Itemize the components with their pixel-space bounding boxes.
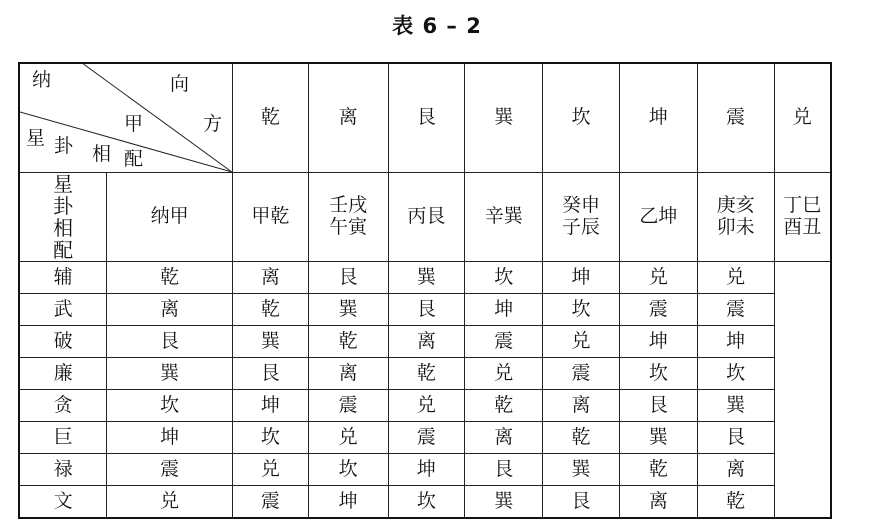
trigram-cell: 离	[465, 422, 543, 454]
najia-line: 丙艮	[407, 205, 446, 228]
trigram-cell: 坎	[107, 390, 233, 422]
trigram-cell: 艮	[232, 358, 308, 390]
najia-line: 甲乾	[251, 205, 290, 228]
direction-header: 坤	[619, 63, 697, 173]
trigram-cell: 巽	[232, 326, 308, 358]
trigram-cell: 离	[107, 294, 233, 326]
side-label-char: 星	[53, 172, 74, 196]
trigram-cell: 坎	[232, 422, 308, 454]
corner-diagonal-cell	[19, 63, 232, 173]
trigram-cell: 艮	[465, 454, 543, 486]
trigram-cell: 巽	[388, 262, 465, 294]
najia-cell	[697, 173, 774, 262]
star-row	[19, 454, 831, 486]
najia-line: 辛巽	[484, 205, 523, 228]
table-title: 表 6 – 2	[392, 14, 482, 38]
direction-header: 艮	[388, 63, 465, 173]
trigram-cell: 乾	[232, 294, 308, 326]
trigram-cell: 坤	[232, 390, 308, 422]
trigram-cell: 震	[465, 326, 543, 358]
trigram-cell: 坎	[697, 358, 774, 390]
star-name-cell: 廉	[19, 358, 107, 390]
trigram-cell: 坎	[465, 262, 543, 294]
trigram-cell: 离	[388, 326, 465, 358]
trigram-cell: 兑	[107, 486, 233, 519]
star-row	[19, 486, 831, 519]
najia-cell	[465, 173, 543, 262]
trigram-cell: 坤	[543, 262, 620, 294]
direction-header: 巽	[465, 63, 543, 173]
side-label-cell	[19, 173, 107, 262]
star-row	[19, 294, 831, 326]
trigram-cell: 巽	[543, 454, 620, 486]
corner-label-xing: 星	[26, 127, 46, 149]
corner-label-fang: 方	[203, 113, 223, 135]
star-row	[19, 326, 831, 358]
corner-label-pei: 配	[124, 148, 144, 170]
najia-line: 午寅	[329, 216, 368, 238]
star-row	[19, 390, 831, 422]
trigram-cell: 乾	[619, 454, 697, 486]
najia-cell	[308, 173, 388, 262]
najia-label: 纳甲	[107, 173, 233, 262]
star-name-cell: 贪	[19, 390, 107, 422]
trigram-cell: 震	[232, 486, 308, 519]
header-row	[19, 63, 831, 173]
trigram-cell: 巽	[465, 486, 543, 519]
najia-line: 壬戌	[329, 194, 368, 217]
najia-line: 癸申	[562, 194, 601, 217]
najia-line: 乙坤	[639, 205, 678, 228]
direction-header: 离	[308, 63, 388, 173]
trigram-cell: 离	[308, 358, 388, 390]
trigram-cell: 巽	[619, 422, 697, 454]
najia-line: 酉丑	[783, 216, 822, 238]
trigram-cell: 坤	[308, 486, 388, 519]
direction-header: 坎	[543, 63, 620, 173]
trigram-cell: 坤	[697, 326, 774, 358]
trigram-cell: 坤	[388, 454, 465, 486]
star-row	[19, 358, 831, 390]
star-name-cell: 破	[19, 326, 107, 358]
trigram-cell: 乾	[465, 390, 543, 422]
trigram-cell: 震	[388, 422, 465, 454]
trigram-cell: 乾	[308, 326, 388, 358]
trigram-cell: 乾	[107, 262, 233, 294]
trigram-cell: 离	[619, 486, 697, 519]
trigram-cell: 兑	[619, 262, 697, 294]
najia-line: 庚亥	[716, 194, 755, 217]
najia-line: 卯未	[716, 216, 755, 238]
trigram-cell: 震	[308, 390, 388, 422]
trigram-cell: 艮	[619, 390, 697, 422]
trigram-cell: 震	[619, 294, 697, 326]
trigram-cell: 坎	[308, 454, 388, 486]
najia-cell	[543, 173, 620, 262]
trigram-cell: 兑	[388, 390, 465, 422]
trigram-cell: 震	[697, 294, 774, 326]
corner-label-gua: 卦	[54, 135, 74, 157]
trigram-cell: 巽	[308, 294, 388, 326]
trigram-cell: 乾	[543, 422, 620, 454]
najia-line: 子辰	[562, 216, 601, 238]
star-name-cell: 禄	[19, 454, 107, 486]
star-row	[19, 262, 831, 294]
trigram-cell: 巽	[697, 390, 774, 422]
trigram-cell: 艮	[308, 262, 388, 294]
star-name-cell: 辅	[19, 262, 107, 294]
star-row	[19, 422, 831, 454]
najia-line: 丁巳	[783, 194, 822, 217]
trigram-cell: 离	[232, 262, 308, 294]
trigram-cell: 艮	[697, 422, 774, 454]
trigram-cell: 坤	[107, 422, 233, 454]
trigram-cell: 兑	[543, 326, 620, 358]
direction-header: 兑	[774, 63, 831, 173]
side-label-char: 卦	[53, 194, 74, 218]
trigram-cell: 艮	[543, 486, 620, 519]
najia-row	[19, 173, 831, 262]
star-trigram-table	[18, 62, 832, 519]
trigram-cell: 坎	[543, 294, 620, 326]
trigram-cell: 兑	[465, 358, 543, 390]
star-name-cell: 巨	[19, 422, 107, 454]
najia-cell	[232, 173, 308, 262]
trigram-cell: 艮	[107, 326, 233, 358]
trigram-cell: 离	[697, 454, 774, 486]
trigram-cell: 艮	[388, 294, 465, 326]
trigram-cell: 兑	[232, 454, 308, 486]
trigram-cell: 坎	[619, 358, 697, 390]
corner-label-na: 纳	[32, 69, 52, 91]
trigram-cell: 离	[543, 390, 620, 422]
corner-label-xiang: 向	[170, 73, 190, 95]
trigram-cell: 乾	[697, 486, 774, 519]
trigram-cell: 坤	[465, 294, 543, 326]
star-name-cell: 文	[19, 486, 107, 519]
trigram-cell: 兑	[697, 262, 774, 294]
najia-cell	[774, 173, 831, 262]
direction-header: 震	[697, 63, 774, 173]
direction-header: 乾	[232, 63, 308, 173]
side-label-char: 相	[53, 216, 74, 240]
trigram-cell: 坎	[388, 486, 465, 519]
star-name-cell: 武	[19, 294, 107, 326]
trigram-cell: 兑	[308, 422, 388, 454]
corner-label-xiang2: 相	[92, 143, 112, 165]
trigram-cell: 巽	[107, 358, 233, 390]
trigram-cell: 震	[107, 454, 233, 486]
trigram-cell: 坤	[619, 326, 697, 358]
najia-cell	[388, 173, 465, 262]
trigram-cell: 震	[543, 358, 620, 390]
corner-label-jia: 甲	[124, 113, 144, 135]
najia-cell	[619, 173, 697, 262]
side-label-char: 配	[53, 238, 74, 262]
trigram-cell: 乾	[388, 358, 465, 390]
